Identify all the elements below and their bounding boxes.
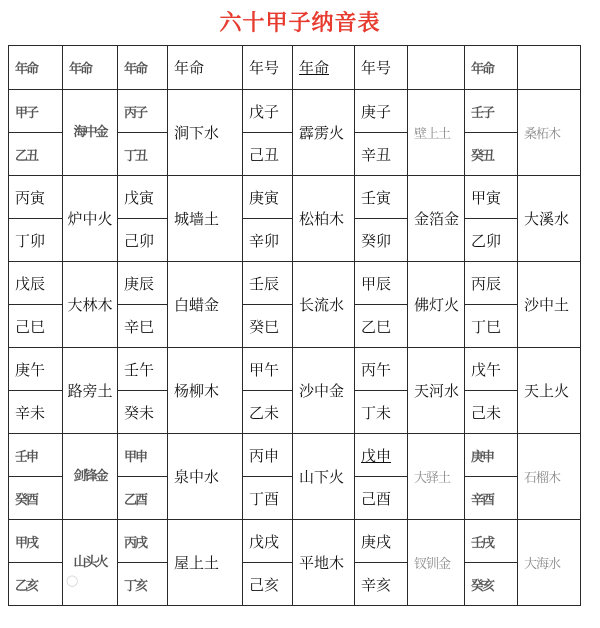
- year-cell: 庚戌: [355, 520, 408, 563]
- table-row: [9, 520, 581, 563]
- year-cell: 甲申: [118, 434, 168, 477]
- year-cell: 壬申: [9, 434, 63, 477]
- year-cell: 辛未: [9, 391, 63, 434]
- year-cell: 戊午: [465, 348, 518, 391]
- header-cell: 年命: [293, 46, 355, 90]
- year-cell: 庚子: [355, 90, 408, 133]
- year-cell: 辛丑: [355, 133, 408, 176]
- nayin-cell: 路旁土: [63, 348, 118, 434]
- nayin-cell: 杨柳木: [168, 348, 243, 434]
- year-cell: 己卯: [118, 219, 168, 262]
- nayin-cell: 金箔金: [408, 176, 465, 262]
- year-cell: 辛亥: [355, 563, 408, 606]
- nayin-cell: 山头火: [63, 520, 118, 606]
- year-cell: 戊辰: [9, 262, 63, 305]
- year-cell: 己丑: [243, 133, 293, 176]
- nayin-cell: 城墙土: [168, 176, 243, 262]
- year-cell: 己未: [465, 391, 518, 434]
- year-cell: 壬寅: [355, 176, 408, 219]
- year-cell: 丁亥: [118, 563, 168, 606]
- year-cell: 甲辰: [355, 262, 408, 305]
- year-cell: 丙子: [118, 90, 168, 133]
- year-cell: 壬午: [118, 348, 168, 391]
- year-cell: 癸亥: [465, 563, 518, 606]
- nayin-cell: 钗钏金: [408, 520, 465, 606]
- year-cell: 丁酉: [243, 477, 293, 520]
- year-cell: 丁卯: [9, 219, 63, 262]
- table-row: [9, 434, 581, 477]
- nayin-cell: 天河水: [408, 348, 465, 434]
- header-cell: 年命: [9, 46, 63, 90]
- nayin-cell: 涧下水: [168, 90, 243, 176]
- nayin-cell: 平地木: [293, 520, 355, 606]
- nayin-cell: 白蜡金: [168, 262, 243, 348]
- year-cell: 丙申: [243, 434, 293, 477]
- nayin-cell: 天上火: [518, 348, 581, 434]
- year-cell: 乙酉: [118, 477, 168, 520]
- table-row: [9, 176, 581, 219]
- header-cell: 年命: [63, 46, 118, 90]
- watermark-logo: ◯: [66, 574, 79, 587]
- nayin-cell: 炉中火: [63, 176, 118, 262]
- year-cell: 丁丑: [118, 133, 168, 176]
- nayin-cell: 长流水: [293, 262, 355, 348]
- table-row: [9, 348, 581, 391]
- table-row: [9, 262, 581, 305]
- nayin-cell: 山下火: [293, 434, 355, 520]
- year-cell: 庚申: [465, 434, 518, 477]
- year-cell: 戊子: [243, 90, 293, 133]
- year-cell: 辛酉: [465, 477, 518, 520]
- header-cell: 年命: [465, 46, 518, 90]
- nayin-cell: 霹雳火: [293, 90, 355, 176]
- header-row: [9, 46, 581, 90]
- nayin-cell: 松柏木: [293, 176, 355, 262]
- nayin-cell: 沙中土: [518, 262, 581, 348]
- nayin-cell: 大溪水: [518, 176, 581, 262]
- year-cell: 乙亥: [9, 563, 63, 606]
- table-title: 六十甲子纳音表: [219, 11, 381, 36]
- nayin-cell: 石榴木: [518, 434, 581, 520]
- table-row: [9, 90, 581, 133]
- nayin-cell: 壁上土: [408, 90, 465, 176]
- header-cell: [518, 46, 581, 90]
- year-cell: 丁未: [355, 391, 408, 434]
- year-cell: 乙巳: [355, 305, 408, 348]
- header-cell: 年号: [355, 46, 408, 90]
- year-cell: 乙丑: [9, 133, 63, 176]
- header-cell: 年命: [168, 46, 243, 90]
- nayin-cell: 大驿土: [408, 434, 465, 520]
- nayin-cell: 佛灯火: [408, 262, 465, 348]
- year-cell: 戊寅: [118, 176, 168, 219]
- year-cell: 庚午: [9, 348, 63, 391]
- year-cell: 甲寅: [465, 176, 518, 219]
- year-cell: 戊戌: [243, 520, 293, 563]
- nayin-cell: 沙中金: [293, 348, 355, 434]
- year-cell: 庚辰: [118, 262, 168, 305]
- year-cell: 辛巳: [118, 305, 168, 348]
- year-cell: 丙戌: [118, 520, 168, 563]
- year-cell: 己亥: [243, 563, 293, 606]
- header-cell: [408, 46, 465, 90]
- nayin-cell: 屋上土: [168, 520, 243, 606]
- header-cell: 年命: [118, 46, 168, 90]
- nayin-cell: 海中金: [63, 90, 118, 176]
- year-cell: 丙辰: [465, 262, 518, 305]
- year-cell: 癸未: [118, 391, 168, 434]
- year-cell: 甲戌: [9, 520, 63, 563]
- nayin-cell: 大林木: [63, 262, 118, 348]
- year-cell: 壬子: [465, 90, 518, 133]
- nayin-cell: 泉中水: [168, 434, 243, 520]
- year-cell: 壬戌: [465, 520, 518, 563]
- year-cell: 甲午: [243, 348, 293, 391]
- year-cell: 乙卯: [465, 219, 518, 262]
- year-cell: 丙午: [355, 348, 408, 391]
- year-cell: 癸酉: [9, 477, 63, 520]
- year-cell: 癸巳: [243, 305, 293, 348]
- year-cell: 己酉: [355, 477, 408, 520]
- nayin-table: [8, 45, 581, 606]
- year-cell: 丙寅: [9, 176, 63, 219]
- year-cell: 乙未: [243, 391, 293, 434]
- header-cell: 年号: [243, 46, 293, 90]
- year-cell: 癸卯: [355, 219, 408, 262]
- nayin-cell: 桑柘木: [518, 90, 581, 176]
- nayin-cell: 大海水: [518, 520, 581, 606]
- year-cell: 丁巳: [465, 305, 518, 348]
- year-cell: 辛卯: [243, 219, 293, 262]
- year-cell: 癸丑: [465, 133, 518, 176]
- year-cell: 庚寅: [243, 176, 293, 219]
- year-cell: 壬辰: [243, 262, 293, 305]
- year-cell: 甲子: [9, 90, 63, 133]
- nayin-cell: 剑锋金: [63, 434, 118, 520]
- year-cell: 戊申: [355, 434, 408, 477]
- year-cell: 己巳: [9, 305, 63, 348]
